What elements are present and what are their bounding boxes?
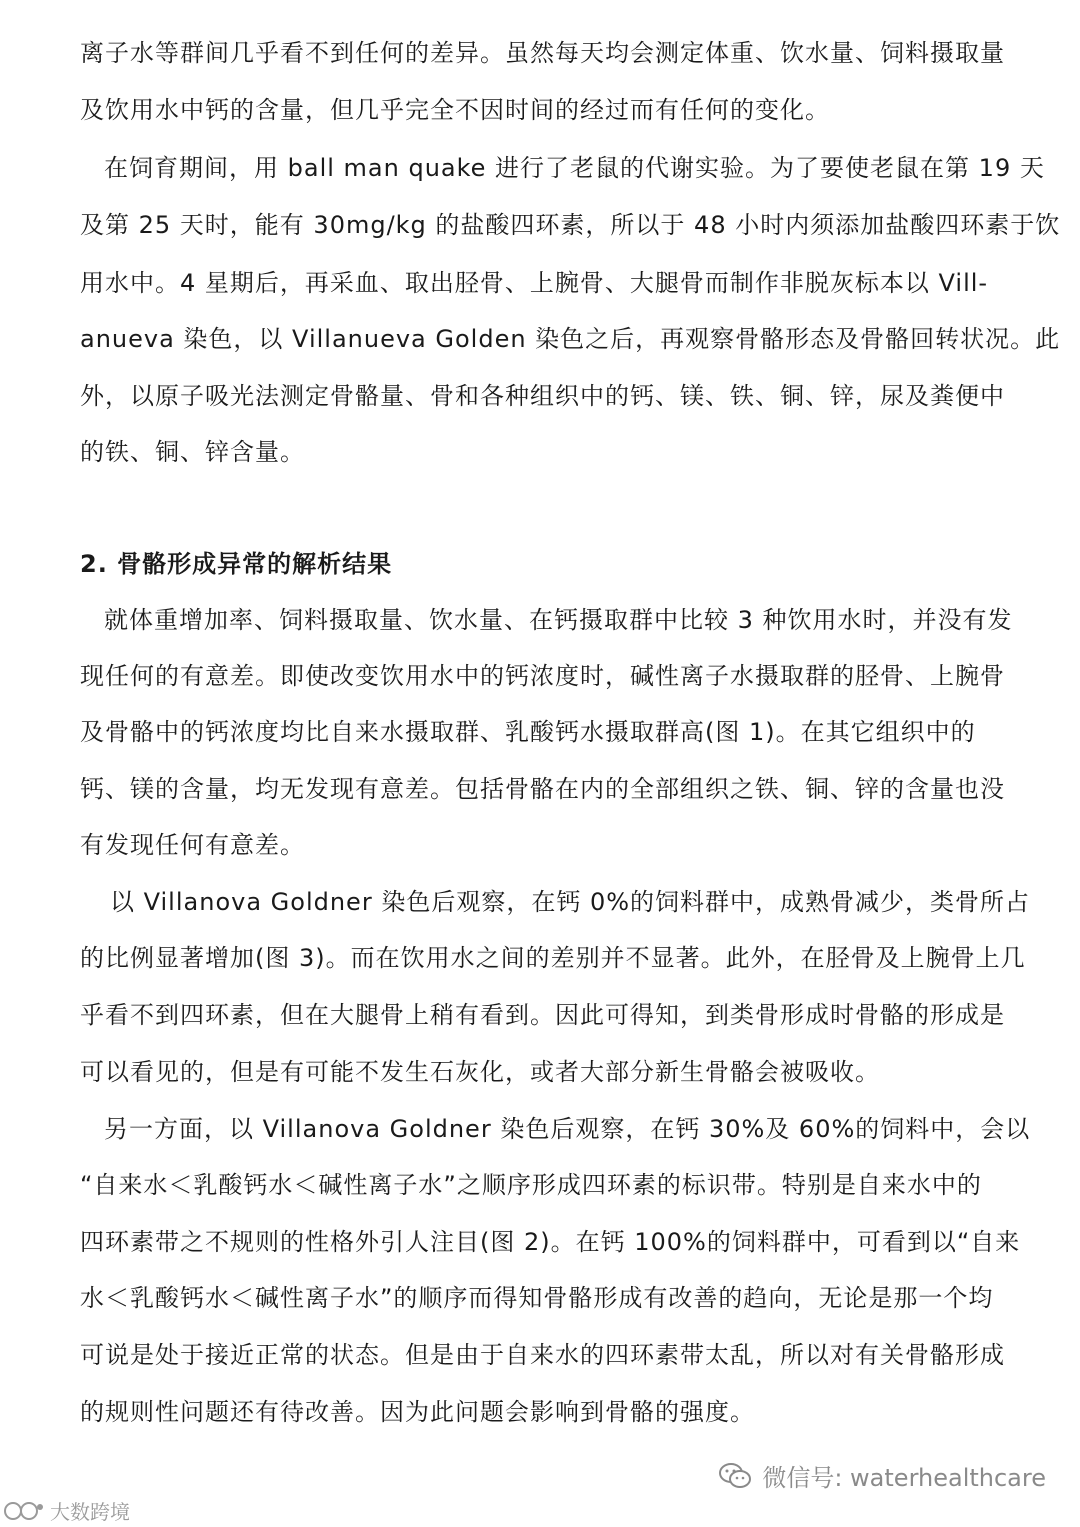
text-line: 在饲育期间，用 ball man quake 进行了老鼠的代谢实验。为了要使老鼠在第 19 天 <box>104 154 1045 182</box>
text-line: 可以看见的，但是有可能不发生石灰化，或者大部分新生骨骼会被吸收。 <box>80 1058 880 1086</box>
text-line: anueva 染色，以 Villanueva Golden 染色之后，再观察骨骼形态及骨骼回转状况。此 <box>80 325 1061 353</box>
text-line: 可说是处于接近正常的状态。但是由于自来水的四环素带太乱，所以对有关骨骼形成 <box>80 1341 1005 1369</box>
text-line: 乎看不到四环素，但在大腿骨上稍有看到。因此可得知，到类骨形成时骨骼的形成是 <box>80 1001 1005 1029</box>
text-line: 的比例显著增加(图 3)。而在饮用水之间的差别并不显著。此外，在胫骨及上腕骨上几 <box>80 944 1026 972</box>
wechat-watermark <box>718 1458 1046 1493</box>
text-line: 现任何的有意差。即使改变饮用水中的钙浓度时，碱性离子水摄取群的胫骨、上腕骨 <box>80 662 1005 690</box>
text-line: 有发现任何有意差。 <box>80 831 305 859</box>
wechat-icon <box>718 1462 752 1490</box>
wechat-id-text: 微信号: waterhealthcare <box>762 1464 1046 1492</box>
text-line: 及第 25 天时，能有 30mg/kg 的盐酸四环素，所以于 48 小时内须添加盐酸四环素于饮 <box>80 211 1061 239</box>
text-line: 水＜乳酸钙水＜碱性离子水”的顺序而得知骨骼形成有改善的趋向，无论是那一个均 <box>80 1284 994 1312</box>
section-heading: 2. 骨骼形成异常的解析结果 <box>80 550 393 578</box>
brand-logo-icon <box>2 1500 46 1522</box>
text-line: 以 Villanova Goldner 染色后观察，在钙 0%的饲料群中，成熟骨减少，类骨所占 <box>110 888 1031 916</box>
text-line: 离子水等群间几乎看不到任何的差异。虽然每天均会测定体重、饮水量、饲料摄取量 <box>80 39 1005 67</box>
text-line: 及骨骼中的钙浓度均比自来水摄取群、乳酸钙水摄取群高(图 1)。在其它组织中的 <box>80 718 976 746</box>
text-line: 另一方面，以 Villanova Goldner 染色后观察，在钙 30%及 60%的饲料中，会以 <box>104 1115 1031 1143</box>
text-line: 用水中。4 星期后，再采血、取出胫骨、上腕骨、大腿骨而制作非脱灰标本以 Vill- <box>80 269 989 297</box>
text-line: 就体重增加率、饲料摄取量、饮水量、在钙摄取群中比较 3 种饮用水时，并没有发 <box>104 606 1013 634</box>
text-line: 四环素带之不规则的性格外引人注目(图 2)。在钙 100%的饲料群中，可看到以“自来 <box>80 1228 1021 1256</box>
text-line: 外，以原子吸光法测定骨骼量、骨和各种组织中的钙、镁、铁、铜、锌，尿及粪便中 <box>80 382 1005 410</box>
text-line: 钙、镁的含量，均无发现有意差。包括骨骼在内的全部组织之铁、铜、锌的含量也没 <box>80 775 1005 803</box>
text-line: 的铁、铜、锌含量。 <box>80 438 305 466</box>
text-line: 及饮用水中钙的含量，但几乎完全不因时间的经过而有任何的变化。 <box>80 96 830 124</box>
text-line: “自来水＜乳酸钙水＜碱性离子水”之顺序形成四环素的标识带。特别是自来水中的 <box>80 1171 982 1199</box>
brand-watermark <box>2 1496 130 1525</box>
brand-text: 大数跨境 <box>50 1500 130 1524</box>
text-line: 的规则性问题还有待改善。因为此问题会影响到骨骼的强度。 <box>80 1398 755 1426</box>
